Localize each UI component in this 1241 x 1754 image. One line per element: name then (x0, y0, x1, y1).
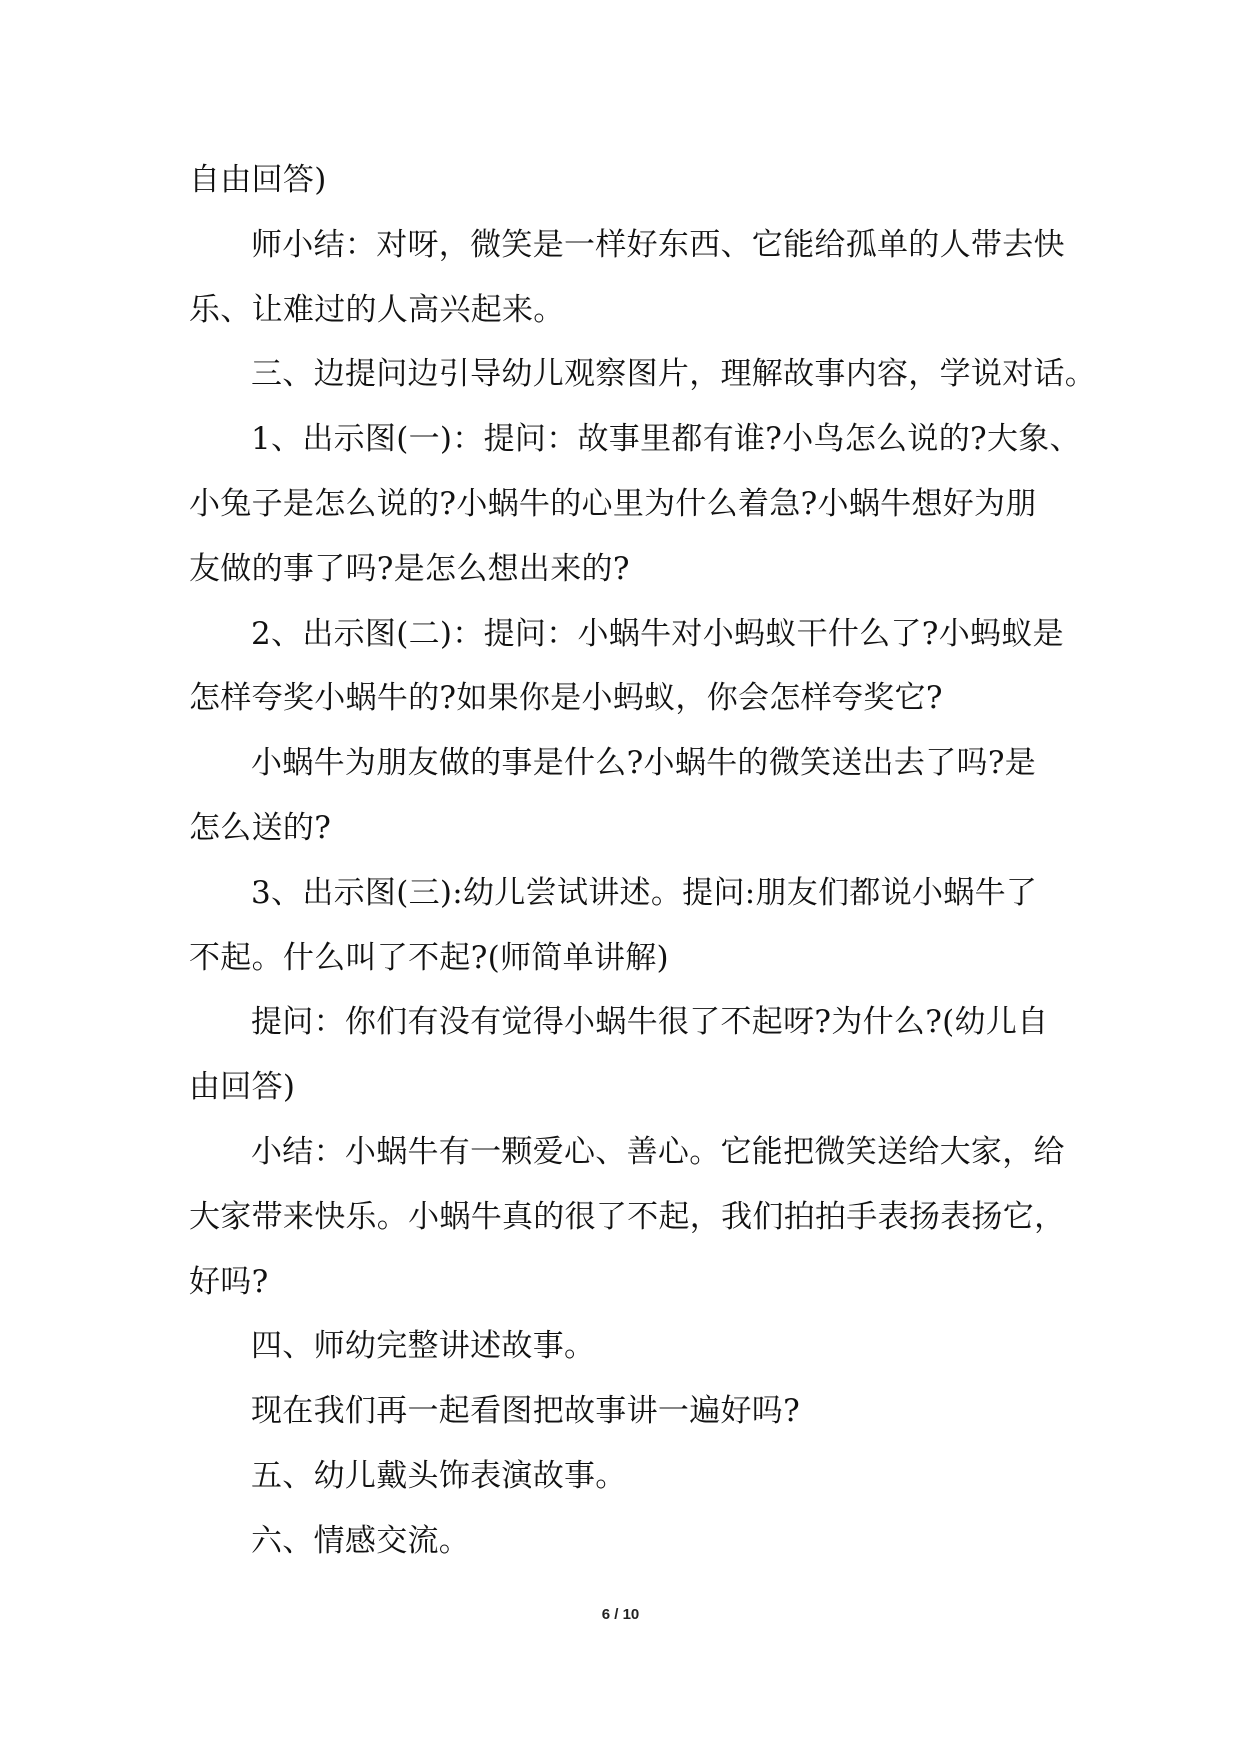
section-heading: 六、情感交流。 (251, 1522, 471, 1559)
text-line: 小兔子是怎么说的?小蜗牛的心里为什么着急?小蜗牛想好为朋 (189, 485, 1037, 522)
section-heading: 五、幼儿戴头饰表演故事。 (251, 1457, 627, 1494)
text-line: 好吗? (189, 1263, 269, 1300)
text-line: 现在我们再一起看图把故事讲一遍好吗? (251, 1393, 801, 1430)
text-line: 小结：小蜗牛有一颗爱心、善心。它能把微笑送给大家，给 (251, 1133, 1065, 1170)
text-line: 不起。什么叫了不起?(师简单讲解) (189, 939, 669, 976)
text-line: 提问：你们有没有觉得小蜗牛很了不起呀?为什么?(幼儿自 (251, 1004, 1049, 1041)
text-line: 2、出示图(二)：提问：小蜗牛对小蚂蚁干什么了?小蚂蚁是 (251, 615, 1064, 652)
section-heading: 三、边提问边引导幼儿观察图片，理解故事内容，学说对话。 (251, 356, 1097, 393)
text-line: 由回答) (189, 1069, 296, 1106)
body-text (189, 148, 1097, 1574)
text-line: 怎么送的? (189, 809, 332, 846)
text-line: 小蜗牛为朋友做的事是什么?小蜗牛的微笑送出去了吗?是 (251, 745, 1037, 782)
text-line: 怎样夸奖小蜗牛的?如果你是小蚂蚁，你会怎样夸奖它? (189, 680, 943, 717)
page-number: 6 / 10 (601, 1606, 640, 1623)
section-heading: 四、师幼完整讲述故事。 (251, 1328, 596, 1365)
text-line: 3、出示图(三):幼儿尝试讲述。提问:朋友们都说小蜗牛了 (251, 874, 1038, 911)
text-line: 1、出示图(一)：提问：故事里都有谁?小鸟怎么说的?大象、 (251, 421, 1081, 458)
text-line: 乐、让难过的人高兴起来。 (189, 291, 565, 328)
text-line: 师小结：对呀，微笑是一样好东西、它能给孤单的人带去快 (251, 226, 1065, 263)
text-line: 大家带来快乐。小蜗牛真的很了不起，我们拍拍手表扬表扬它， (189, 1198, 1066, 1235)
text-line: 自由回答) (189, 162, 327, 198)
text-line: 友做的事了吗?是怎么想出来的? (189, 550, 630, 587)
